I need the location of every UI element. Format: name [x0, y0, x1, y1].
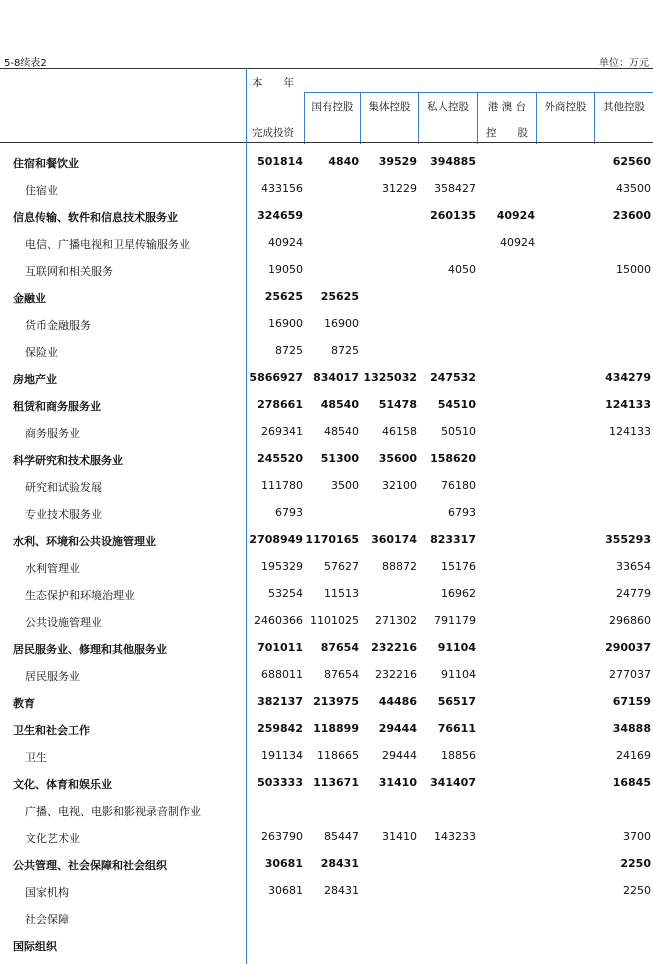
cell-value: 30681 [264, 857, 303, 870]
cell-value: 19050 [268, 263, 303, 276]
cell-value: 324659 [257, 209, 303, 222]
cell-value: 16900 [324, 317, 359, 330]
cell-value: 48540 [320, 398, 359, 411]
cell-value: 39529 [378, 155, 417, 168]
cell-value: 124133 [609, 425, 651, 438]
cell-value: 30681 [268, 884, 303, 897]
table-row [0, 149, 653, 176]
cell-value: 358427 [434, 182, 476, 195]
cell-value: 91104 [441, 668, 476, 681]
cell-value: 15176 [441, 560, 476, 573]
table-row [0, 824, 653, 851]
row-label: 社会保障 [25, 913, 69, 926]
row-label: 电信、广播电视和卫星传输服务业 [25, 238, 190, 251]
cell-value: 2250 [620, 857, 651, 870]
cell-value: 503333 [257, 776, 303, 789]
cell-value: 8725 [275, 344, 303, 357]
cell-value: 3500 [331, 479, 359, 492]
row-label: 国际组织 [13, 940, 57, 953]
table-row [0, 257, 653, 284]
header-rule [0, 142, 653, 143]
cell-value: 111780 [261, 479, 303, 492]
cell-value: 16900 [268, 317, 303, 330]
row-label: 公共设施管理业 [25, 616, 102, 629]
cell-value: 91104 [437, 641, 476, 654]
row-label: 房地产业 [13, 373, 57, 386]
row-label: 信息传输、软件和信息技术服务业 [13, 211, 178, 224]
top-rule [0, 68, 653, 69]
row-label: 居民服务业 [25, 670, 80, 683]
cell-value: 501814 [257, 155, 303, 168]
cell-value: 11513 [324, 587, 359, 600]
cell-value: 434279 [605, 371, 651, 384]
row-label: 保险业 [25, 346, 58, 359]
row-label: 水利、环境和公共设施管理业 [13, 535, 156, 548]
row-label: 文化艺术业 [25, 832, 80, 845]
cell-value: 50510 [441, 425, 476, 438]
table-row [0, 392, 653, 419]
cell-value: 25625 [264, 290, 303, 303]
cell-value: 24169 [616, 749, 651, 762]
table-row [0, 311, 653, 338]
row-label: 商务服务业 [25, 427, 80, 440]
cell-value: 232216 [371, 641, 417, 654]
cell-value: 28431 [324, 884, 359, 897]
cell-value: 269341 [261, 425, 303, 438]
cell-value: 2460366 [254, 614, 303, 627]
cell-value: 4050 [448, 263, 476, 276]
cell-value: 260135 [430, 209, 476, 222]
cell-value: 118665 [317, 749, 359, 762]
table-id: 5-8续表2 [4, 58, 47, 69]
table-row [0, 905, 653, 932]
table-row [0, 365, 653, 392]
cell-value: 124133 [605, 398, 651, 411]
col-state: 国有控股 [311, 101, 354, 113]
cell-value: 834017 [313, 371, 359, 384]
cell-value: 16962 [441, 587, 476, 600]
table-row [0, 851, 653, 878]
col-hmt-line2: 控 股 [486, 127, 528, 139]
cell-value: 143233 [434, 830, 476, 843]
cell-value: 113671 [313, 776, 359, 789]
table-row [0, 689, 653, 716]
cell-value: 6793 [448, 506, 476, 519]
cell-value: 40924 [496, 209, 535, 222]
cell-value: 2708949 [249, 533, 303, 546]
cell-value: 259842 [257, 722, 303, 735]
cell-value: 8725 [331, 344, 359, 357]
table-row [0, 554, 653, 581]
col-total-line2: 完成投资 [252, 127, 294, 139]
cell-value: 245520 [257, 452, 303, 465]
cell-value: 51300 [320, 452, 359, 465]
cell-value: 31410 [378, 776, 417, 789]
row-label: 文化、体育和娱乐业 [13, 778, 112, 791]
cell-value: 823317 [430, 533, 476, 546]
row-label: 研究和试验发展 [25, 481, 102, 494]
table-caption-line [0, 54, 653, 68]
cell-value: 341407 [430, 776, 476, 789]
cell-value: 31229 [382, 182, 417, 195]
table-row [0, 878, 653, 905]
table-row [0, 176, 653, 203]
row-label: 专业技术服务业 [25, 508, 102, 521]
row-label: 租赁和商务服务业 [13, 400, 101, 413]
cell-value: 87654 [324, 668, 359, 681]
cell-value: 213975 [313, 695, 359, 708]
cell-value: 277037 [609, 668, 651, 681]
cell-value: 43500 [616, 182, 651, 195]
cell-value: 34888 [612, 722, 651, 735]
table-row [0, 743, 653, 770]
table-row [0, 446, 653, 473]
cell-value: 29444 [378, 722, 417, 735]
cell-value: 4840 [328, 155, 359, 168]
cell-value: 88872 [382, 560, 417, 573]
table-row [0, 932, 653, 959]
row-label: 居民服务业、修理和其他服务业 [13, 643, 167, 656]
table-row [0, 662, 653, 689]
cell-value: 62560 [612, 155, 651, 168]
cell-value: 433156 [261, 182, 303, 195]
cell-value: 3700 [623, 830, 651, 843]
table-row [0, 419, 653, 446]
cell-value: 46158 [382, 425, 417, 438]
row-label: 科学研究和技术服务业 [13, 454, 123, 467]
cell-value: 232216 [375, 668, 417, 681]
cell-value: 35600 [378, 452, 417, 465]
cell-value: 355293 [605, 533, 651, 546]
unit-label: 单位：万元 [599, 58, 649, 69]
cell-value: 76611 [437, 722, 476, 735]
cell-value: 118899 [313, 722, 359, 735]
cell-value: 29444 [382, 749, 417, 762]
row-label: 互联网和相关服务 [25, 265, 113, 278]
cell-value: 791179 [434, 614, 476, 627]
table-row [0, 230, 653, 257]
cell-value: 1325032 [363, 371, 417, 384]
table-row [0, 284, 653, 311]
cell-value: 195329 [261, 560, 303, 573]
cell-value: 48540 [324, 425, 359, 438]
table-row [0, 500, 653, 527]
cell-value: 67159 [612, 695, 651, 708]
row-label: 住宿和餐饮业 [13, 157, 79, 170]
cell-value: 54510 [437, 398, 476, 411]
table-row [0, 608, 653, 635]
col-private: 私人控股 [427, 101, 469, 113]
row-label: 教育 [13, 697, 35, 710]
cell-value: 40924 [268, 236, 303, 249]
row-label: 金融业 [13, 292, 46, 305]
cell-value: 15000 [616, 263, 651, 276]
table-row [0, 716, 653, 743]
col-other: 其他控股 [603, 101, 645, 113]
cell-value: 87654 [320, 641, 359, 654]
table-row [0, 338, 653, 365]
cell-value: 76180 [441, 479, 476, 492]
table-row [0, 635, 653, 662]
cell-value: 382137 [257, 695, 303, 708]
cell-value: 23600 [612, 209, 651, 222]
cell-value: 158620 [430, 452, 476, 465]
cell-value: 1170165 [305, 533, 359, 546]
col-collective: 集体控股 [368, 101, 411, 113]
col-foreign: 外商控股 [544, 101, 587, 113]
table-row [0, 797, 653, 824]
cell-value: 701011 [257, 641, 303, 654]
col-hmt-line1: 港 澳 台 [487, 101, 527, 113]
cell-value: 278661 [257, 398, 303, 411]
cell-value: 31410 [382, 830, 417, 843]
row-label: 卫生和社会工作 [13, 724, 90, 737]
table-row [0, 527, 653, 554]
cell-value: 28431 [320, 857, 359, 870]
cell-value: 394885 [430, 155, 476, 168]
cell-value: 57627 [324, 560, 359, 573]
cell-value: 51478 [378, 398, 417, 411]
cell-value: 1101025 [310, 614, 359, 627]
cell-value: 688011 [261, 668, 303, 681]
cell-value: 5866927 [249, 371, 303, 384]
cell-value: 40924 [500, 236, 535, 249]
cell-value: 247532 [430, 371, 476, 384]
row-label: 公共管理、社会保障和社会组织 [13, 859, 167, 872]
table-row [0, 770, 653, 797]
cell-value: 18856 [441, 749, 476, 762]
cell-value: 2250 [623, 884, 651, 897]
cell-value: 263790 [261, 830, 303, 843]
row-label: 生态保护和环境治理业 [25, 589, 135, 602]
cell-value: 53254 [268, 587, 303, 600]
cell-value: 44486 [378, 695, 417, 708]
cell-value: 32100 [382, 479, 417, 492]
row-label: 广播、电视、电影和影视录音制作业 [25, 805, 201, 818]
cell-value: 290037 [605, 641, 651, 654]
row-label: 住宿业 [25, 184, 58, 197]
cell-value: 271302 [375, 614, 417, 627]
cell-value: 24779 [616, 587, 651, 600]
cell-value: 296860 [609, 614, 651, 627]
cell-value: 33654 [616, 560, 651, 573]
row-label: 国家机构 [25, 886, 69, 899]
cell-value: 85447 [324, 830, 359, 843]
cell-value: 56517 [437, 695, 476, 708]
cell-value: 25625 [320, 290, 359, 303]
cell-value: 16845 [612, 776, 651, 789]
cell-value: 360174 [371, 533, 417, 546]
table-row [0, 203, 653, 230]
cell-value: 6793 [275, 506, 303, 519]
row-label: 卫生 [25, 751, 47, 764]
cell-value: 191134 [261, 749, 303, 762]
table-row [0, 581, 653, 608]
table-row [0, 473, 653, 500]
row-label: 水利管理业 [25, 562, 80, 575]
row-label: 货币金融服务 [25, 319, 91, 332]
col-total-line1: 本 年 [252, 77, 294, 89]
